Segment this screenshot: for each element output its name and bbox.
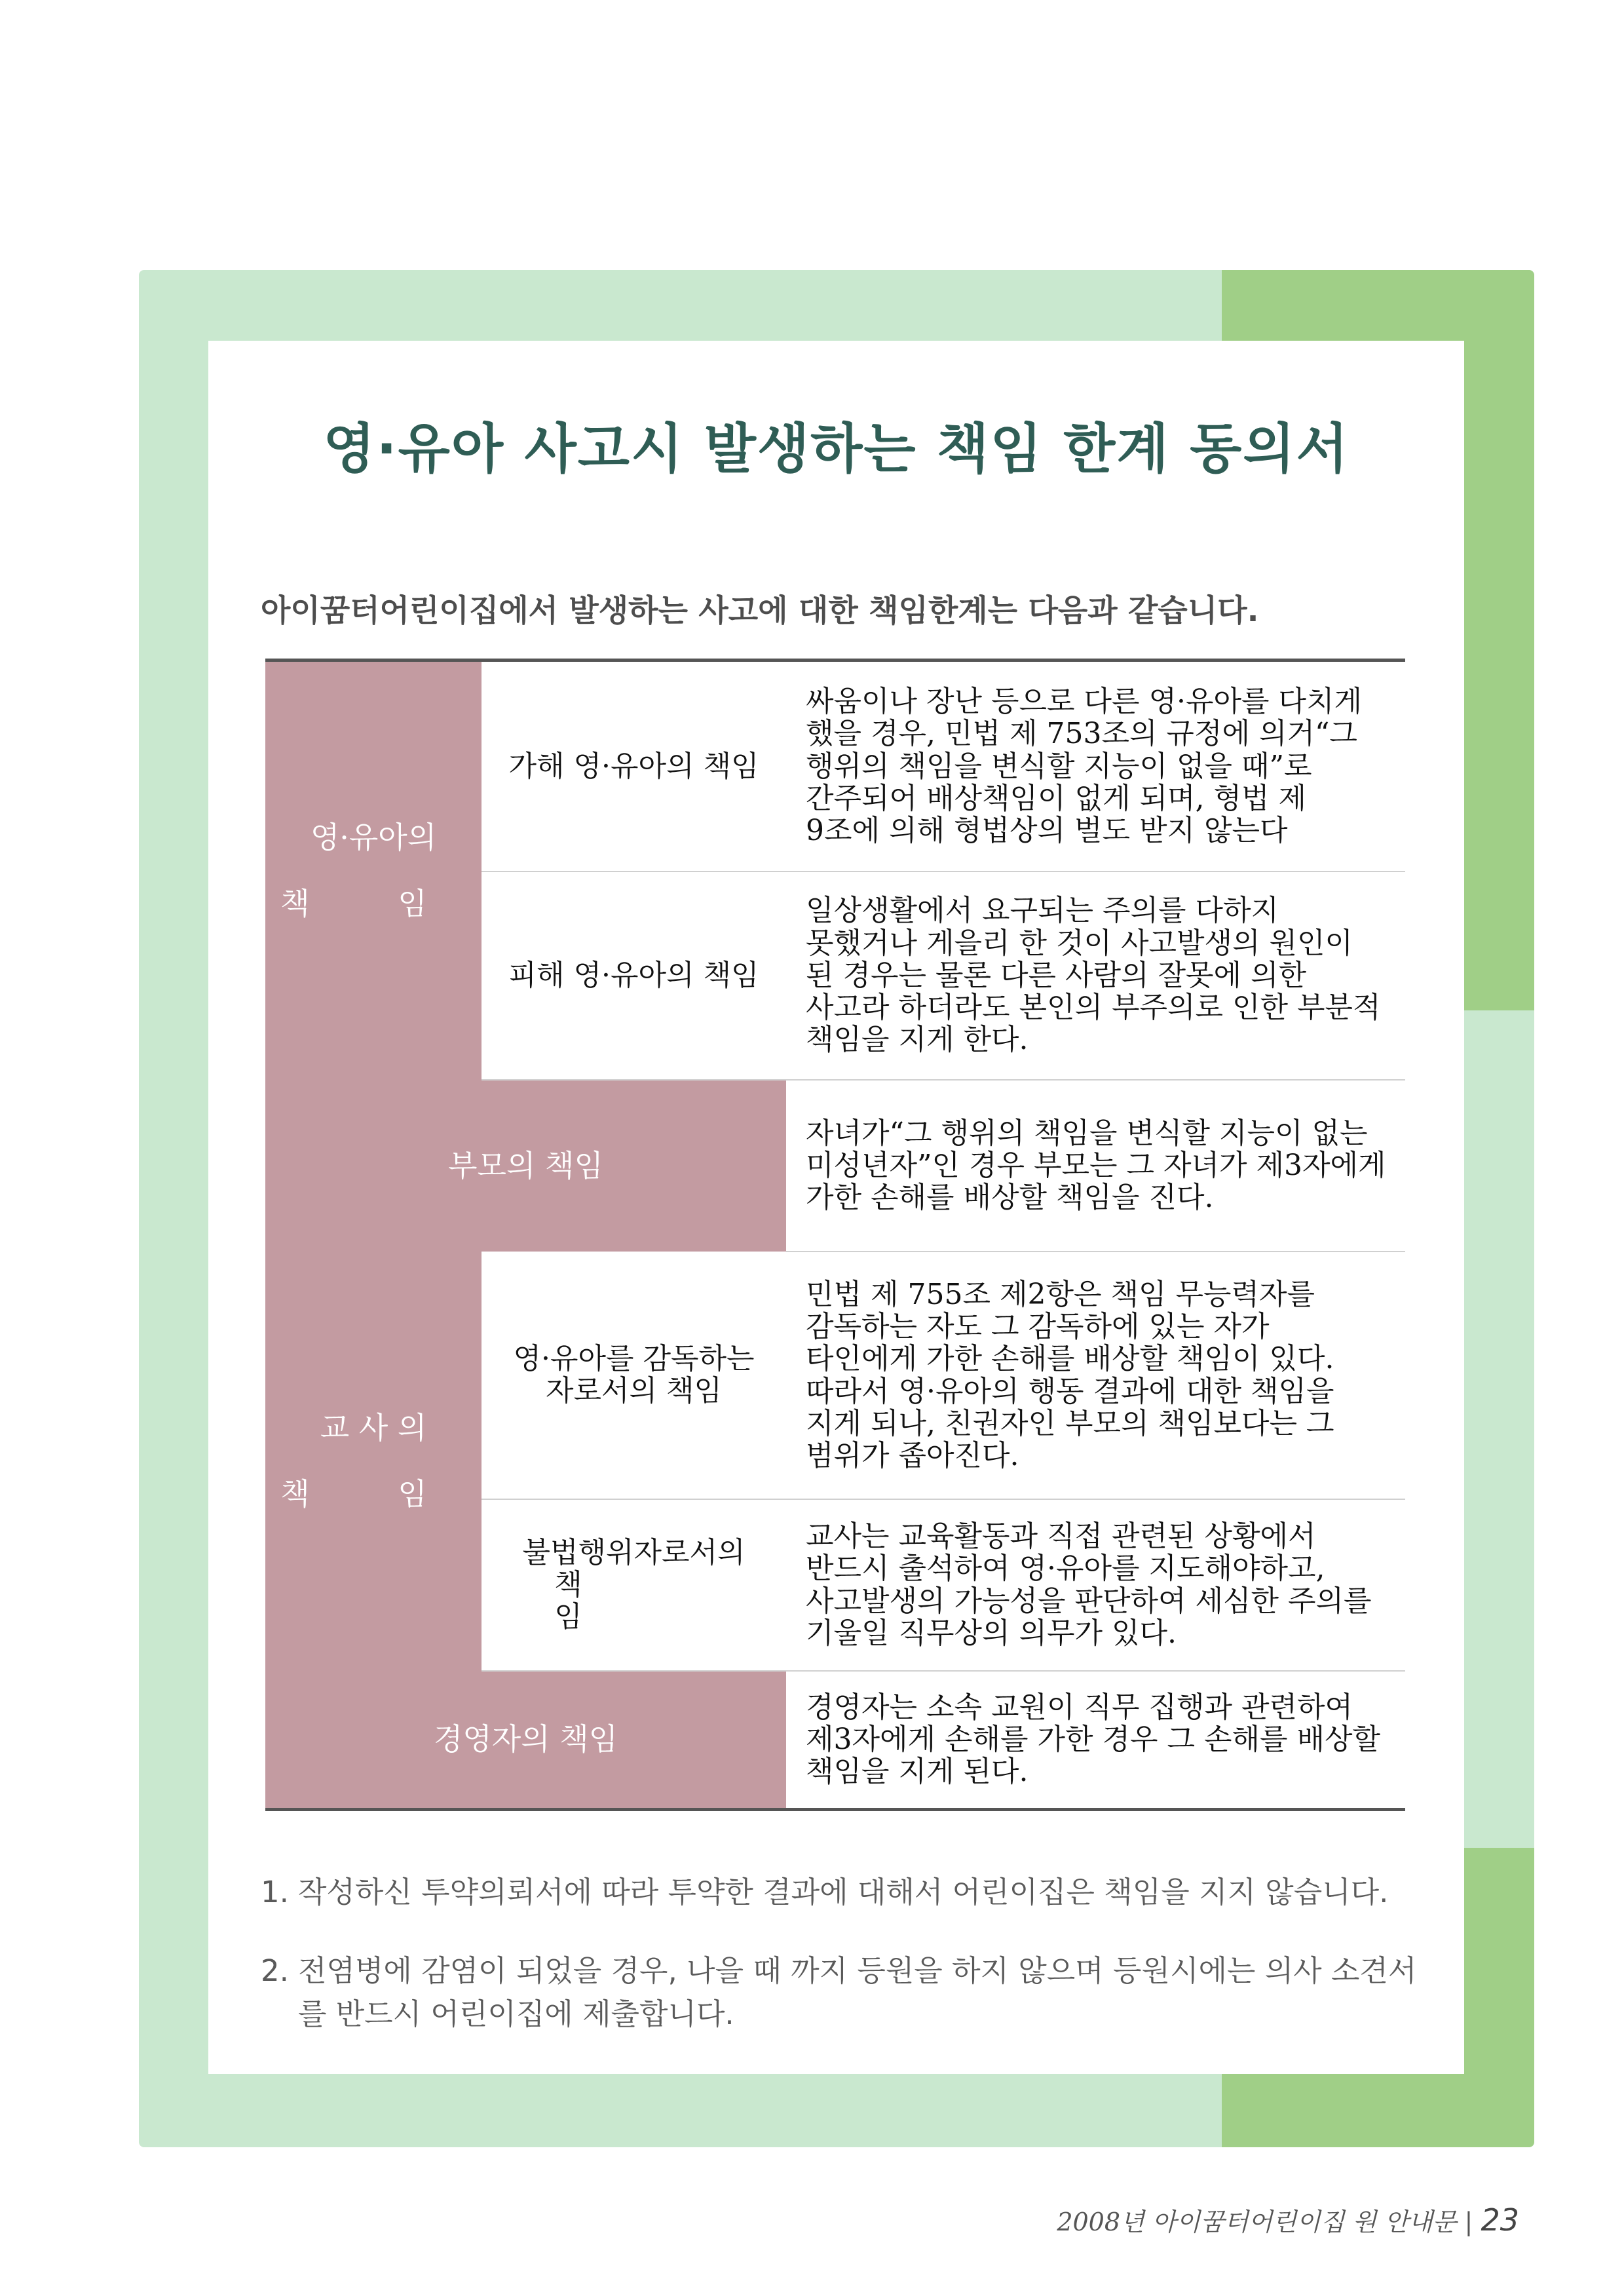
- tort-label-line2: 책 임: [554, 1567, 713, 1634]
- tort-label-line1: 불법행위자로서의: [522, 1535, 746, 1569]
- liability-table: [265, 659, 1405, 1811]
- list-item: [261, 1949, 1440, 2035]
- child-liability-header: [265, 660, 482, 1080]
- intro-text: 아이꿈터어린이집에서 발생하는 사고에 대한 책임한계는 다음과 같습니다.: [261, 593, 1259, 629]
- victim-child-label: 피해 영·유아의 책임: [482, 871, 786, 1080]
- supervisor-liability-text: 민법 제 755조 제2항은 책임 무능력자를 감독하는 자도 그 감독하에 있는 자가 타인에게 가한 손해를 배상할 책임이 있다. 따라서 영·유아의 행동 결과에 대한 책임을 지게 되나, 친권자인 부모의 책임보다는 그 범위가 좁아진다.: [786, 1252, 1405, 1499]
- child-header-line1: 영·유아의: [310, 819, 437, 855]
- teacher-liability-header: [265, 1252, 482, 1671]
- page-title: 영·유아 사고시 발생하는 책임 한계 동의서: [323, 418, 1350, 480]
- footer-text: 2008년 아이꿈터어린이집 원 안내문 |: [1057, 2208, 1473, 2236]
- tort-liability-text: 교사는 교육활동과 직접 관련된 상황에서 반드시 출석하여 영·유아를 지도해야하고, 사고발생의 가능성을 판단하여 세심한 주의를 기울일 직무상의 의무가 있다.: [786, 1499, 1405, 1671]
- table-row: [265, 1671, 1405, 1810]
- page-number: 23: [1481, 2202, 1519, 2238]
- notes-list: [261, 1871, 1440, 2071]
- manager-liability-text: 경영자는 소속 교원이 직무 집행과 관련하여 제3자에게 손해를 가한 경우 그 손해를 배상할 책임을 지게 된다.: [786, 1671, 1405, 1810]
- teacher-header-line2: 책 임: [280, 1476, 466, 1512]
- victim-child-text: 일상생활에서 요구되는 주의를 다하지 못했거나 게을리 한 것이 사고발생의 원인이 된 경우는 물론 다른 사람의 잘못에 의한 사고라 하더라도 본인의 부주의로 인한 부분적 책임을 지게 한다.: [786, 871, 1405, 1080]
- table-row: [265, 1252, 1405, 1499]
- parent-liability-header: 부모의 책임: [265, 1080, 786, 1252]
- note-number: 1.: [261, 1875, 289, 1909]
- note-text: 전염병에 감염이 되었을 경우, 나을 때 까지 등원을 하지 않으며 등원시에는 의사 소견서를 반드시 어린이집에 제출합니다.: [297, 1953, 1417, 2031]
- page-footer: [1057, 2202, 1519, 2238]
- offender-child-label: 가해 영·유아의 책임: [482, 660, 786, 871]
- offender-child-text: 싸움이나 장난 등으로 다른 영·유아를 다치게 했을 경우, 민법 제 753조의 규정에 의거“그 행위의 책임을 변식할 지능이 없을 때”로 간주되어 배상책임이 없게 되며, 형법 제 9조에 의해 형법상의 벌도 받지 않는다: [786, 660, 1405, 871]
- child-header-line2: 책 임: [280, 885, 466, 921]
- table-row: [265, 1080, 1405, 1252]
- note-number: 2.: [261, 1953, 289, 1989]
- parent-liability-text: 자녀가“그 행위의 책임을 변식할 지능이 없는 미성년자”인 경우 부모는 그 자녀가 제3자에게 가한 손해를 배상할 책임을 진다.: [786, 1080, 1405, 1252]
- list-item: [261, 1871, 1440, 1913]
- supervisor-label-line1: 영·유아를 감독하는: [513, 1341, 755, 1375]
- teacher-header-line1: 교 사 의: [320, 1409, 427, 1445]
- tort-liability-label: [482, 1499, 786, 1671]
- table-row: [265, 660, 1405, 871]
- supervisor-liability-label: [482, 1252, 786, 1499]
- supervisor-label-line2: 자로서의 책임: [545, 1374, 722, 1407]
- manager-liability-header: 경영자의 책임: [265, 1671, 786, 1810]
- note-text: 작성하신 투약의뢰서에 따라 투약한 결과에 대해서 어린이집은 책임을 지지 않습니다.: [297, 1875, 1389, 1909]
